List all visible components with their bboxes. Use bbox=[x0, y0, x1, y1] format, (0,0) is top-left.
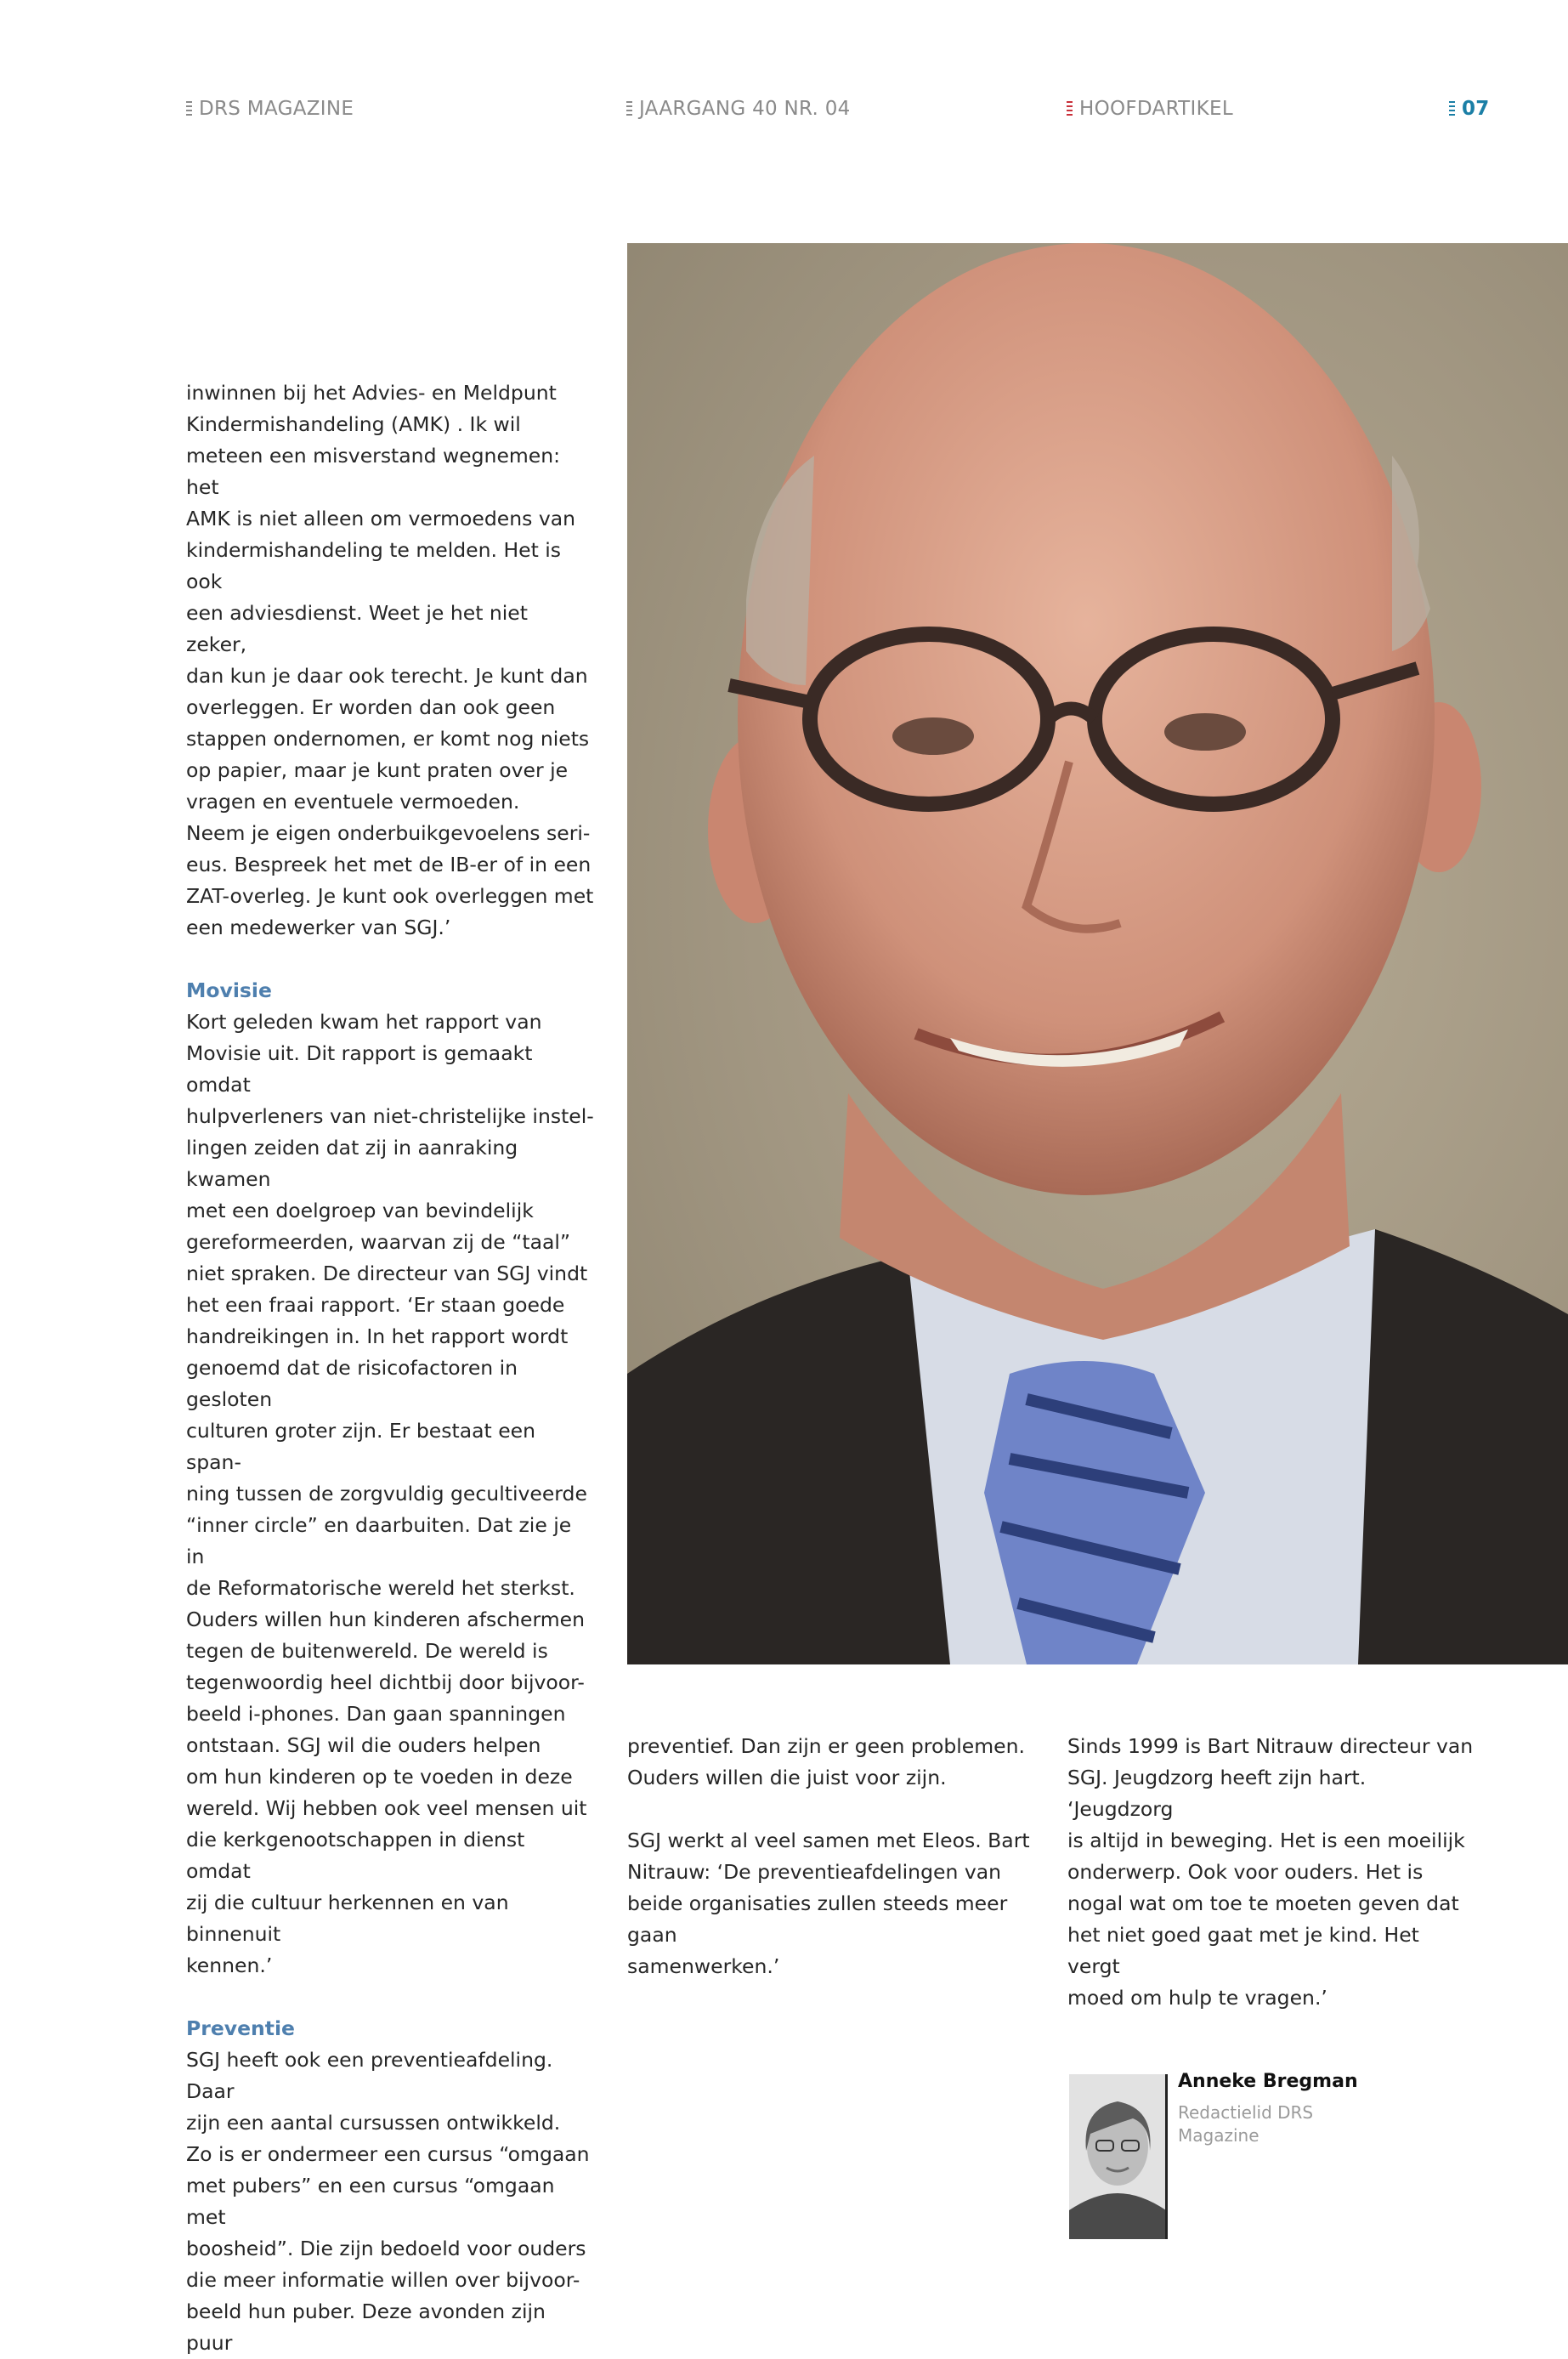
header-marker-icon bbox=[186, 100, 192, 117]
portrait-photo bbox=[627, 243, 1568, 1664]
text-line: moed om hulp te vragen.’ bbox=[1067, 1986, 1327, 2010]
header-marker-icon bbox=[626, 100, 632, 117]
movisie-heading: Movisie bbox=[186, 978, 272, 1002]
text-line: ning tussen de zorgvuldig gecultiveerde bbox=[186, 1482, 587, 1506]
text-line: dan kun je daar ook terecht. Je kunt dan bbox=[186, 664, 588, 688]
text-line: nogal wat om toe te moeten geven dat bbox=[1067, 1891, 1459, 1915]
header-page bbox=[1449, 97, 1490, 121]
text-line: met een doelgroep van bevindelijk bbox=[186, 1199, 534, 1222]
header-magazine bbox=[186, 97, 354, 121]
text-line: zij die cultuur herkennen en van binnenuit bbox=[186, 1891, 509, 1946]
text-line: die meer informatie willen over bijvoor- bbox=[186, 2268, 580, 2292]
text-line: Zo is er ondermeer een cursus “omgaan bbox=[186, 2142, 590, 2166]
author-name: Anneke Bregman bbox=[1178, 2071, 1358, 2092]
text-line: zijn een aantal cursussen ontwikkeld. bbox=[186, 2111, 561, 2135]
author-info bbox=[1178, 2069, 1358, 2147]
text-line: vragen en eventuele vermoeden. bbox=[186, 790, 520, 814]
text-line: tegen de buitenwereld. De wereld is bbox=[186, 1639, 548, 1663]
text-line: niet spraken. De directeur van SGJ vindt bbox=[186, 1262, 588, 1285]
text-line: gereformeerden, waarvan zij de “taal” bbox=[186, 1230, 571, 1254]
column-2 bbox=[627, 1731, 1035, 1982]
text-line: genoemd dat de risicofactoren in gesloten bbox=[186, 1356, 518, 1411]
text-line: Neem je eigen onderbuikgevoelens seri- bbox=[186, 821, 591, 845]
text-line: tegenwoordig heel dichtbij door bijvoor- bbox=[186, 1670, 585, 1694]
text-line: de Reformatorische wereld het sterkst. bbox=[186, 1576, 575, 1600]
text-line: handreikingen in. In het rapport wordt bbox=[186, 1324, 569, 1348]
text-line: het een fraai rapport. ‘Er staan goede bbox=[186, 1293, 565, 1317]
magazine-title: DRS MAGAZINE bbox=[199, 98, 354, 120]
text-line: lingen zeiden dat zij in aanraking kwamen bbox=[186, 1136, 518, 1191]
intro-paragraph bbox=[186, 377, 594, 944]
text-line: stappen ondernomen, er komt nog niets bbox=[186, 727, 590, 751]
text-line: met pubers” en een cursus “omgaan met bbox=[186, 2174, 555, 2229]
text-line: preventief. Dan zijn er geen problemen. bbox=[627, 1734, 1025, 1758]
portrait-illustration bbox=[627, 243, 1568, 1664]
text-line: op papier, maar je kunt praten over je bbox=[186, 758, 569, 782]
text-line: Kort geleden kwam het rapport van bbox=[186, 1010, 542, 1034]
text-line: SGJ heeft ook een preventieafdeling. Daar bbox=[186, 2048, 553, 2103]
text-line: Sinds 1999 is Bart Nitrauw directeur van bbox=[1067, 1734, 1474, 1758]
text-line: “inner circle” en daarbuiten. Dat zie je in bbox=[186, 1513, 572, 1568]
col3-paragraph-1 bbox=[1067, 1731, 1475, 2014]
text-line: SGJ werkt al veel samen met Eleos. Bart bbox=[627, 1829, 1030, 1852]
text-line: ZAT-overleg. Je kunt ook overleggen met bbox=[186, 884, 594, 908]
text-line: meteen een misverstand wegnemen: het bbox=[186, 444, 561, 499]
page-number: 07 bbox=[1462, 98, 1490, 120]
text-line: boosheid”. Die zijn bedoeld voor ouders bbox=[186, 2237, 586, 2260]
text-line: eus. Bespreek het met de IB-er of in een bbox=[186, 853, 592, 876]
text-line: AMK is niet alleen om vermoedens van bbox=[186, 507, 576, 530]
col2-paragraph-1 bbox=[627, 1731, 1035, 1794]
text-line: kennen.’ bbox=[186, 1954, 273, 1977]
header-marker-icon bbox=[1449, 100, 1455, 117]
text-line: Nitrauw: ‘De preventieafdelingen van bbox=[627, 1860, 1002, 1884]
text-line: wereld. Wij hebben ook veel mensen uit bbox=[186, 1796, 587, 1820]
text-line: die kerkgenootschappen in dienst omdat bbox=[186, 1828, 525, 1883]
header-section bbox=[1067, 97, 1233, 121]
text-line: om hun kinderen op te voeden in deze bbox=[186, 1765, 573, 1789]
text-line: onderwerp. Ook voor ouders. Het is bbox=[1067, 1860, 1424, 1884]
text-line: het niet goed gaat met je kind. Het vergt bbox=[1067, 1923, 1419, 1978]
text-line: Ouders willen die juist voor zijn. bbox=[627, 1766, 947, 1789]
text-line: Kindermishandeling (AMK) . Ik wil bbox=[186, 412, 521, 436]
section-label: HOOFDARTIKEL bbox=[1079, 98, 1233, 120]
text-line: Ouders willen hun kinderen afschermen bbox=[186, 1608, 585, 1631]
text-line: inwinnen bij het Advies- en Meldpunt bbox=[186, 381, 557, 405]
header-issue bbox=[626, 97, 851, 121]
text-line: ontstaan. SGJ wil die ouders helpen bbox=[186, 1733, 541, 1757]
text-line: beeld hun puber. Deze avonden zijn puur bbox=[186, 2299, 546, 2355]
text-line: Movisie uit. Dit rapport is gemaakt omdat bbox=[186, 1041, 533, 1097]
text-line: overleggen. Er worden dan ook geen bbox=[186, 695, 556, 719]
author-role: Redactielid DRS Magazine bbox=[1178, 2102, 1314, 2146]
column-1 bbox=[186, 377, 594, 2359]
text-line: een medewerker van SGJ.’ bbox=[186, 916, 451, 939]
header-marker-icon bbox=[1067, 100, 1073, 117]
text-line: culturen groter zijn. Er bestaat een span- bbox=[186, 1419, 535, 1474]
issue-label: JAARGANG 40 NR. 04 bbox=[639, 98, 851, 120]
text-line: kindermishandeling te melden. Het is ook bbox=[186, 538, 562, 593]
author-divider bbox=[1165, 2074, 1168, 2239]
column-3 bbox=[1067, 1731, 1475, 2014]
text-line: beide organisaties zullen steeds meer gaan bbox=[627, 1891, 1008, 1947]
text-line: beeld i-phones. Dan gaan spanningen bbox=[186, 1702, 566, 1726]
text-line: een adviesdienst. Weet je het niet zeker, bbox=[186, 601, 528, 656]
preventie-paragraph bbox=[186, 2044, 594, 2359]
text-line: hulpverleners van niet-christelijke instel- bbox=[186, 1104, 594, 1128]
text-line: SGJ. Jeugdzorg heeft zijn hart. ‘Jeugdzorg bbox=[1067, 1766, 1367, 1821]
author-portrait-illustration bbox=[1069, 2074, 1166, 2239]
text-line: is altijd in beweging. Het is een moeilijk bbox=[1067, 1829, 1465, 1852]
movisie-paragraph bbox=[186, 1007, 594, 1982]
col2-paragraph-2 bbox=[627, 1825, 1035, 1982]
author-photo bbox=[1069, 2074, 1166, 2239]
text-line: samenwerken.’ bbox=[627, 1954, 780, 1978]
preventie-heading: Preventie bbox=[186, 2016, 295, 2040]
